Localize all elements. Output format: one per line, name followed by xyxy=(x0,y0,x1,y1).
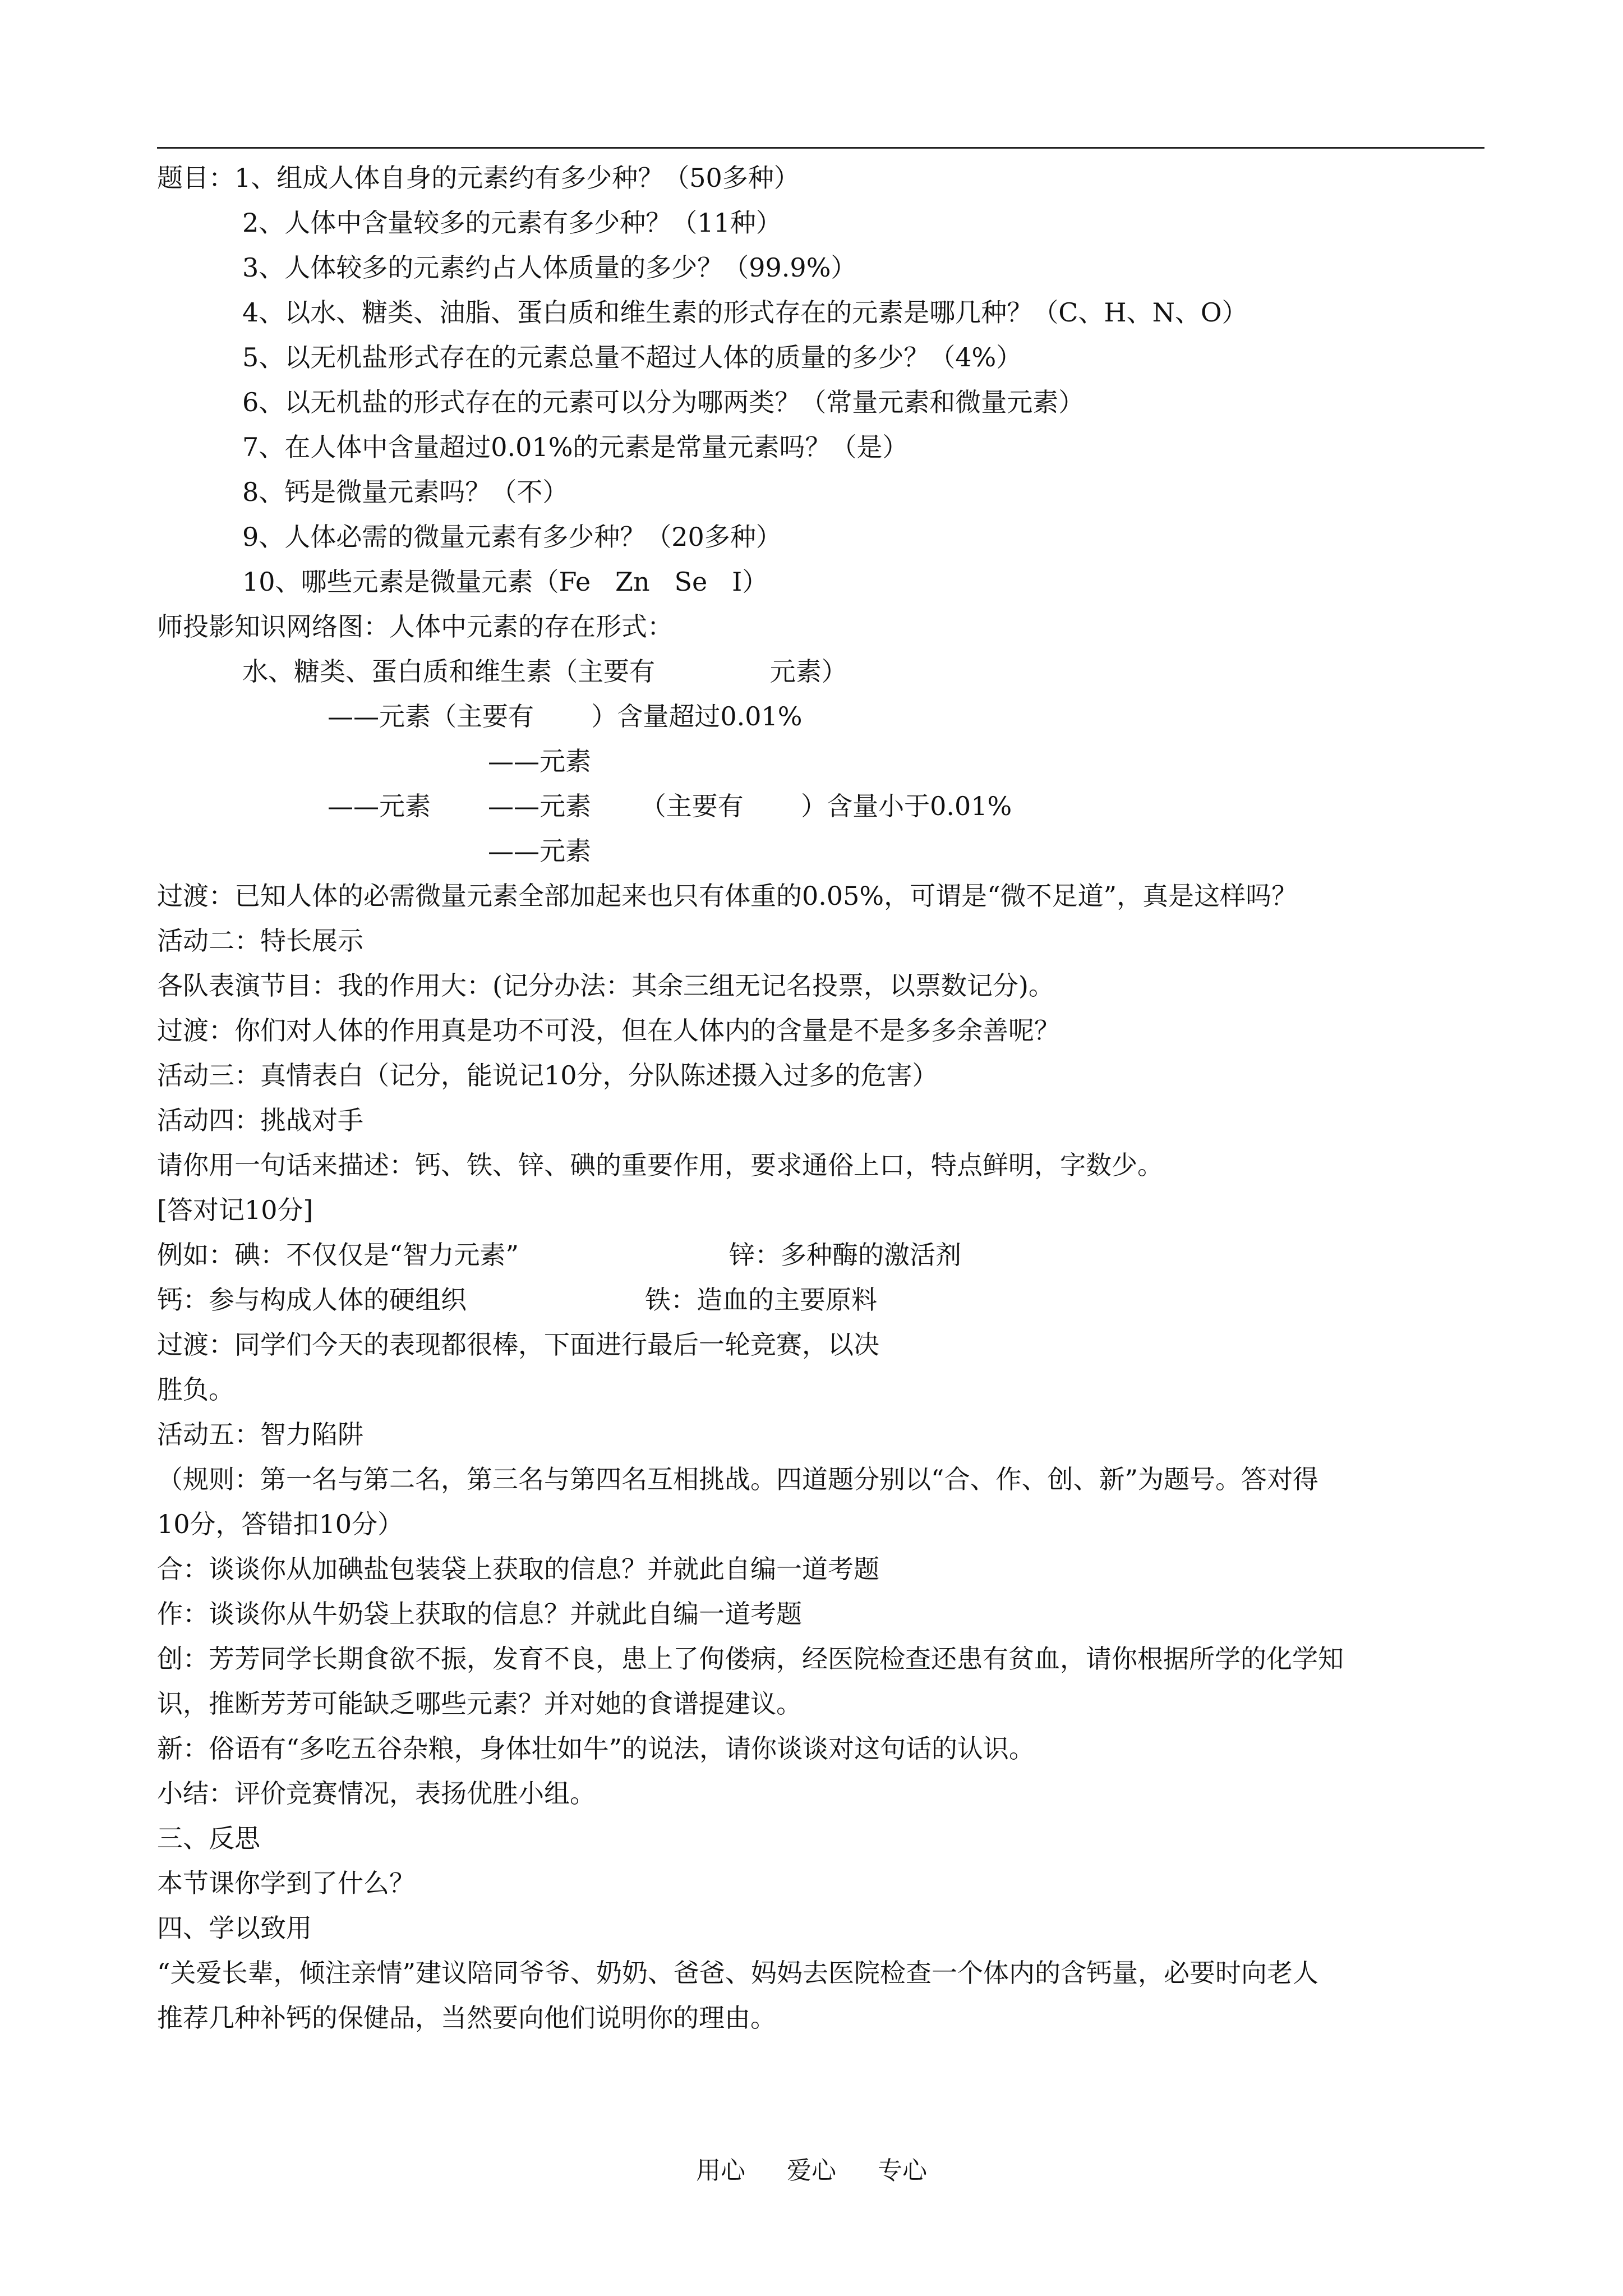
header-rule xyxy=(157,147,1484,149)
question-3: 3、人体较多的元素约占人体质量的多少？（99.9%） xyxy=(242,252,857,283)
question-1: 题目：1、组成人体自身的元素约有多少种？（50多种） xyxy=(157,163,800,193)
activity-5-heading: 活动五：智力陷阱 xyxy=(157,1419,363,1450)
example-zinc: 锌：多种酶的激活剂 xyxy=(729,1240,961,1270)
question-8: 8、钙是微量元素吗？（不） xyxy=(242,477,569,507)
question-chuang-line-2: 识，推断芳芳可能缺乏哪些元素？并对她的食谱提建议。 xyxy=(157,1688,802,1719)
rule-line-2: 10分，答错扣10分） xyxy=(157,1509,404,1539)
rule-line-1: （规则：第一名与第二名，第三名与第四名互相挑战。四道题分别以“合、作、创、新”为题号。答对得 xyxy=(157,1464,1319,1494)
reflect-text: 本节课你学到了什么？ xyxy=(157,1868,415,1898)
activity-4-heading: 活动四：挑战对手 xyxy=(157,1105,363,1135)
network-title: 师投影知识网络图：人体中元素的存在形式： xyxy=(157,611,673,642)
transition-3-line-1: 过渡：同学们今天的表现都很棒，下面进行最后一轮竞赛，以决 xyxy=(157,1329,879,1360)
score-note: [答对记10分] xyxy=(157,1195,313,1225)
network-row-5: ——元素 xyxy=(488,836,591,866)
activity-3-heading: 活动三：真情表白（记分，能说记10分，分队陈述摄入过多的危害） xyxy=(157,1060,938,1091)
question-2: 2、人体中含量较多的元素有多少种？（11种） xyxy=(242,208,782,238)
page-footer: 用心 爱心 专心 xyxy=(696,2156,927,2185)
question-he: 合：谈谈你从加碘盐包装袋上获取的信息？并就此自编一道考题 xyxy=(157,1554,879,1584)
question-10: 10、哪些元素是微量元素（Fe Zn Se I） xyxy=(242,567,768,597)
network-row-4-left: ——元素 xyxy=(328,791,431,821)
example-iron: 铁：造血的主要原料 xyxy=(645,1285,877,1315)
example-iodine: 例如：碘：不仅仅是“智力元素” xyxy=(157,1240,519,1270)
question-5: 5、以无机盐形式存在的元素总量不超过人体的质量的多少？（4%） xyxy=(242,342,1022,372)
perform-text: 各队表演节目：我的作用大：(记分办法：其余三组无记名投票，以票数记分)。 xyxy=(157,970,1054,1001)
transition-2: 过渡：你们对人体的作用真是功不可没，但在人体内的含量是不是多多余善呢？ xyxy=(157,1015,1060,1046)
question-9: 9、人体必需的微量元素有多少种？（20多种） xyxy=(242,522,782,552)
network-row-3: ——元素 xyxy=(488,746,591,776)
apply-line-1: “关爱长辈，倾注亲情”建议陪同爷爷、奶奶、爸爸、妈妈去医院检查一个体内的含钙量，必要时向老人 xyxy=(157,1958,1319,1988)
question-xin: 新：俗语有“多吃五谷杂粮，身体壮如牛”的说法，请你谈谈对这句话的认识。 xyxy=(157,1733,1035,1764)
section-4-heading: 四、学以致用 xyxy=(157,1913,312,1943)
network-row-1: 水、糖类、蛋白质和维生素（主要有 元素） xyxy=(242,656,847,687)
transition-1: 过渡：已知人体的必需微量元素全部加起来也只有体重的0.05%，可谓是“微不足道”，真是这样吗？ xyxy=(157,881,1298,911)
network-row-2: ——元素（主要有 ）含量超过0.01% xyxy=(328,701,803,731)
example-calcium: 钙：参与构成人体的硬组织 xyxy=(157,1285,467,1315)
describe-text: 请你用一句话来描述：钙、铁、锌、碘的重要作用，要求通俗上口，特点鲜明，字数少。 xyxy=(157,1150,1163,1180)
question-chuang-line-1: 创：芳芳同学长期食欲不振，发育不良，患上了佝偻病，经医院检查还患有贫血，请你根据所学的化学知 xyxy=(157,1644,1344,1674)
summary-text: 小结：评价竞赛情况，表扬优胜小组。 xyxy=(157,1778,596,1809)
question-4: 4、以水、糖类、油脂、蛋白质和维生素的形式存在的元素是哪几种？（C、H、N、O） xyxy=(242,297,1248,328)
question-7: 7、在人体中含量超过0.01%的元素是常量元素吗？（是） xyxy=(242,432,909,462)
apply-line-2: 推荐几种补钙的保健品，当然要向他们说明你的理由。 xyxy=(157,2003,776,2033)
transition-3-line-2: 胜负。 xyxy=(157,1374,234,1405)
question-zuo: 作：谈谈你从牛奶袋上获取的信息？并就此自编一道考题 xyxy=(157,1599,802,1629)
question-6: 6、以无机盐的形式存在的元素可以分为哪两类？（常量元素和微量元素） xyxy=(242,387,1085,417)
network-row-4-right: ——元素 （主要有 ）含量小于0.01% xyxy=(488,791,1012,821)
section-3-heading: 三、反思 xyxy=(157,1823,260,1853)
activity-2-heading: 活动二：特长展示 xyxy=(157,926,363,956)
